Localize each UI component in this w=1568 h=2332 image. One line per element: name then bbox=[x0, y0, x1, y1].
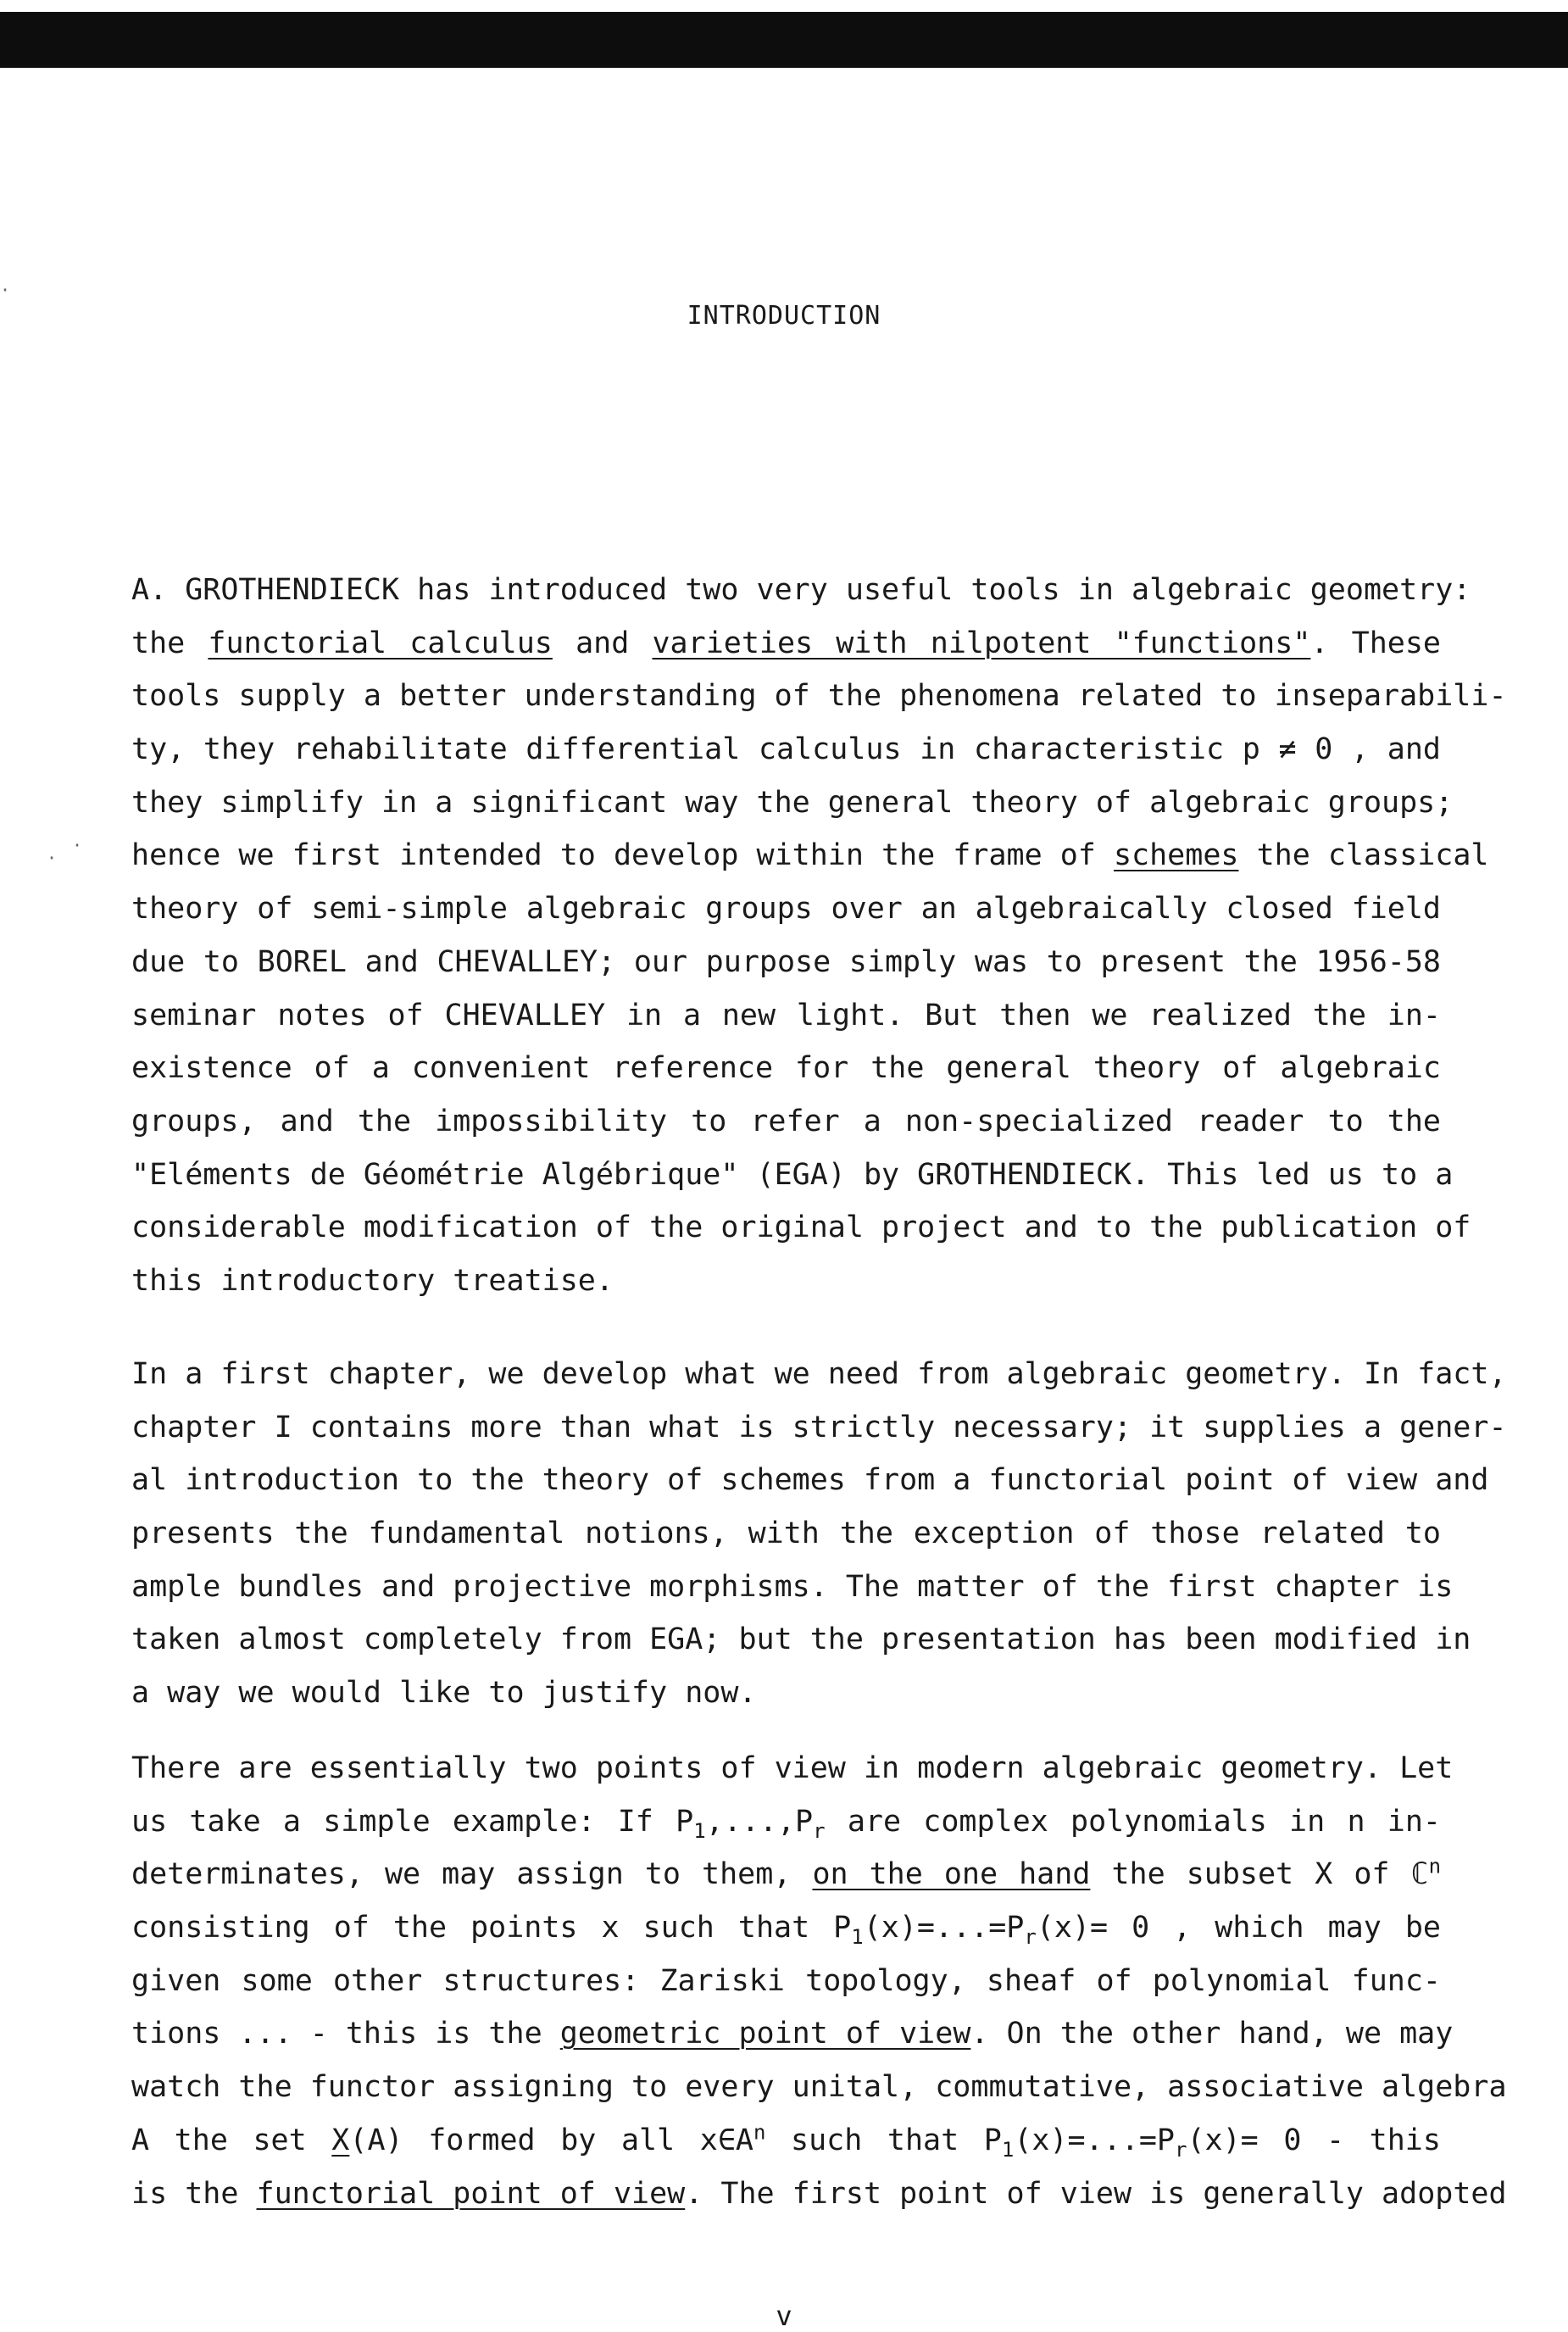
emphasis-schemes: schemes bbox=[1113, 838, 1239, 873]
emphasis-geometric-point-of-view: geometric point of view bbox=[559, 2017, 971, 2051]
text-line: given some other structures: Zariski topology, sheaf of polynomial func- bbox=[131, 1963, 1441, 1998]
text-line: chapter I contains more than what is strictly necessary; it supplies a gener- bbox=[131, 1410, 1507, 1444]
text-line: this introductory treatise. bbox=[131, 1263, 614, 1298]
text-line: tions ... - this is the geometric point of view. On the other hand, we may bbox=[131, 2017, 1454, 2051]
text-line: ty, they rehabilitate differential calculus in characteristic p ≠ 0 , and bbox=[131, 732, 1442, 767]
text-line: determinates, we may assign to them, on the one hand the subset X of ℂ$^n$ bbox=[131, 1854, 1442, 1892]
text-line: watch the functor assigning to every unital, commutative, associative algebra bbox=[131, 2070, 1507, 2105]
text-line: In a first chapter, we develop what we need from algebraic geometry. In fact, bbox=[131, 1357, 1507, 1391]
page-number: v bbox=[776, 2300, 792, 2332]
text-line: due to BOREL and CHEVALLEY; our purpose simply was to present the 1956-58 bbox=[131, 944, 1441, 979]
formula-C-n: ℂ$^n$ bbox=[1410, 1854, 1442, 1892]
page-title: INTRODUCTION bbox=[687, 301, 881, 331]
emphasis-functorial-point-of-view: functorial point of view bbox=[256, 2176, 686, 2211]
formula-equation: $P_1(x)=...=P_r(x)= 0$ bbox=[983, 2123, 1302, 2162]
text-line: A. GROTHENDIECK has introduced two very useful tools in algebraic geometry: bbox=[131, 573, 1471, 607]
scan-mark: · bbox=[47, 848, 58, 868]
formula-x: x bbox=[601, 1911, 620, 1945]
scan-mark: · bbox=[0, 280, 11, 300]
text-line: considerable modification of the original project and to the publication of bbox=[131, 1211, 1471, 1245]
text-line: taken almost completely from EGA; but the presentation has been modified in bbox=[131, 1622, 1471, 1657]
paragraph-3 bbox=[131, 1742, 1507, 2220]
text-line: consisting of the points x such that $P_1(x)=...=P_r(x)= 0$ , which may be bbox=[131, 1911, 1441, 1950]
formula-X-of-A: X(A) bbox=[331, 2123, 403, 2157]
text-line: they simplify in a significant way the general theory of algebraic groups; bbox=[131, 785, 1454, 820]
text-line: us take a simple example: If $P_1,...,P_r$ are complex polynomials in n in- bbox=[131, 1804, 1441, 1843]
formula-polynomials: $P_1,...,P_r$ bbox=[676, 1804, 826, 1843]
formula-A: A bbox=[131, 2123, 150, 2157]
formula-x-in-A-n: $x\in A^n$ bbox=[699, 2120, 766, 2157]
text-line: the functorial calculus and varieties with nilpotent "functions". These bbox=[131, 626, 1441, 660]
text-line: ample bundles and projective morphisms. The matter of the first chapter is bbox=[131, 1569, 1454, 1604]
text-line: al introduction to the theory of schemes from a functorial point of view and bbox=[131, 1463, 1489, 1498]
text-line: "Eléments de Géométrie Algébrique" (EGA) by GROTHENDIECK. This led us to a bbox=[131, 1157, 1454, 1192]
paragraph-2 bbox=[131, 1348, 1507, 1720]
formula-n: n bbox=[1347, 1804, 1365, 1839]
formula-X: X bbox=[1315, 1857, 1333, 1892]
text-line: hence we first intended to develop within the frame of schemes the classical bbox=[131, 838, 1489, 873]
paragraph-1 bbox=[131, 564, 1507, 1308]
text-line: groups, and the impossibility to refer a non-specialized reader to the bbox=[131, 1104, 1441, 1138]
text-line: presents the fundamental notions, with the exception of those related to bbox=[131, 1517, 1441, 1551]
text-line: tools supply a better understanding of the phenomena related to inseparabili- bbox=[131, 679, 1507, 714]
text-line: seminar notes of CHEVALLEY in a new light. But then we realized the in- bbox=[131, 998, 1441, 1032]
scan-mark: · bbox=[72, 835, 83, 855]
text-line: A the set X(A) formed by all $x\in A^n$ such that $P_1(x)=...=P_r(x)= 0$ - this bbox=[131, 2120, 1441, 2162]
emphasis-on-the-one-hand: on the one hand bbox=[812, 1857, 1091, 1892]
text-line: is the functorial point of view. The first point of view is generally adopted bbox=[131, 2176, 1507, 2211]
formula-p-ne-0: p ≠ 0 bbox=[1242, 732, 1333, 767]
text-line: theory of semi-simple algebraic groups over an algebraically closed field bbox=[131, 892, 1441, 927]
scan-top-bar bbox=[0, 12, 1568, 68]
text-line: There are essentially two points of view in modern algebraic geometry. Let bbox=[131, 1751, 1454, 1785]
formula-equation: $P_1(x)=...=P_r(x)= 0$ bbox=[833, 1911, 1150, 1950]
text-line: existence of a convenient reference for the general theory of algebraic bbox=[131, 1051, 1441, 1086]
emphasis-nilpotent-varieties: varieties with nilpotent "functions" bbox=[652, 626, 1311, 660]
emphasis-functorial-calculus: functorial calculus bbox=[208, 626, 553, 660]
text-line: a way we would like to justify now. bbox=[131, 1676, 757, 1711]
